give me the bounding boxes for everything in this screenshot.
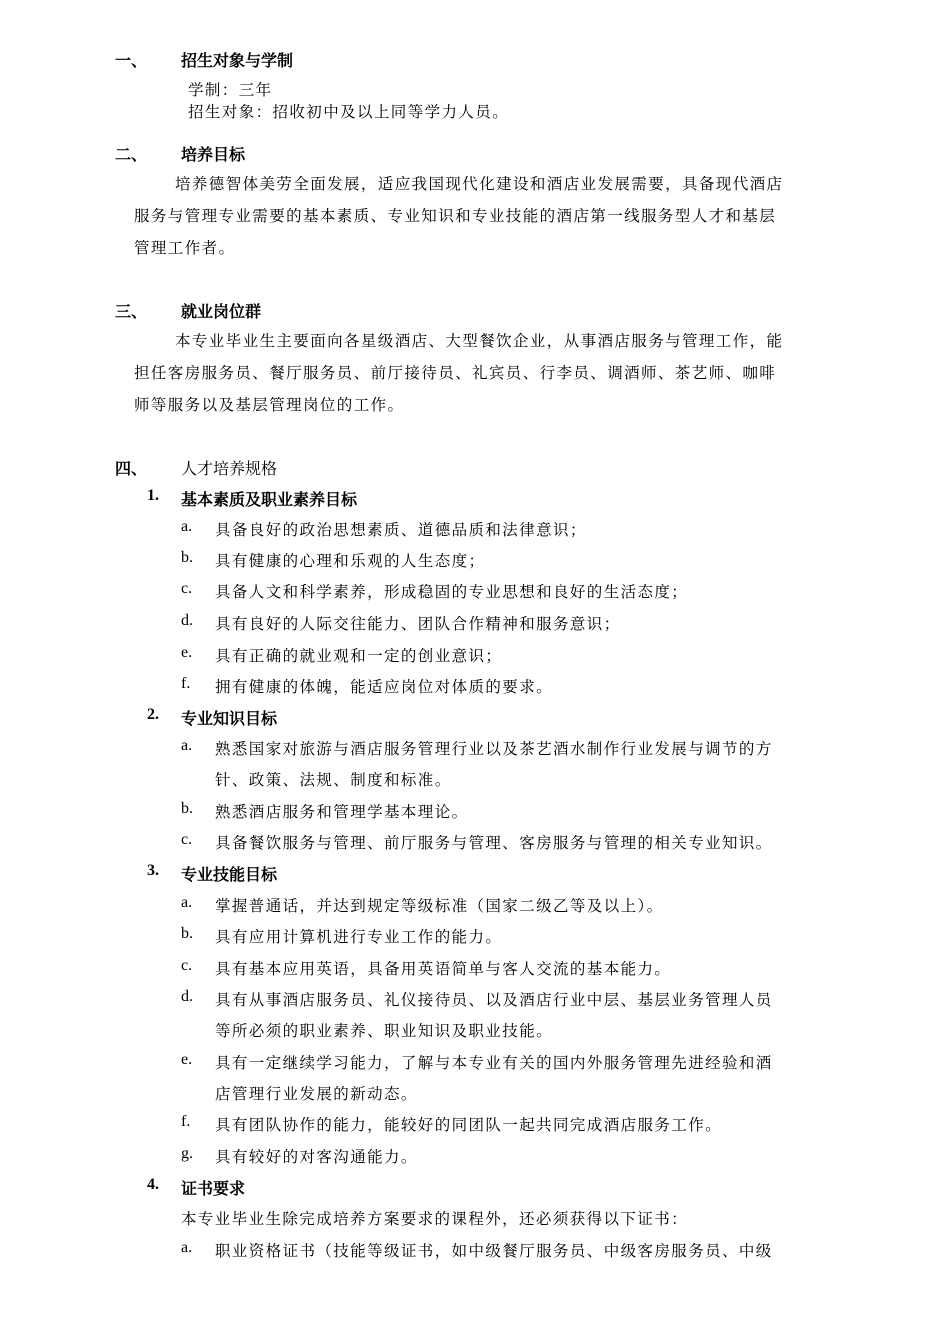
list-item-text: 熟悉国家对旅游与酒店服务管理行业以及茶艺酒水制作行业发展与调节的方 <box>215 740 773 758</box>
list-item-letter: d. <box>181 612 193 629</box>
list-item-text: 具备餐饮服务与管理、前厅服务与管理、客房服务与管理的相关专业知识。 <box>215 834 773 852</box>
list-item-text: 具有较好的对客沟通能力。 <box>215 1148 418 1166</box>
list-item-text: 具备良好的政治思想素质、道德品质和法律意识； <box>215 521 587 539</box>
subsection-4-title: 证书要求 <box>181 1179 246 1198</box>
list-item-letter: b. <box>181 549 193 566</box>
section-2-line-2: 服务与管理专业需要的基本素质、专业知识和专业技能的酒店第一线服务型人才和基层 <box>134 207 777 225</box>
section-3-line-1: 本专业毕业生主要面向各星级酒店、大型餐饮企业，从事酒店服务与管理工作，能 <box>175 332 784 350</box>
section-2-line-3: 管理工作者。 <box>134 239 236 257</box>
section-1-line-1: 学制：三年 <box>188 81 273 99</box>
list-item-letter: b. <box>181 800 193 817</box>
section-3-line-3: 师等服务以及基层管理岗位的工作。 <box>134 396 405 414</box>
list-item-letter: e. <box>181 1051 193 1068</box>
list-item-letter: c. <box>181 957 193 974</box>
list-item-text-continued: 针、政策、法规、制度和标准。 <box>215 771 452 789</box>
subsection-3-number: 3. <box>147 862 159 879</box>
list-item-letter: f. <box>181 1113 191 1130</box>
subsection-4-intro: 本专业毕业生除完成培养方案要求的课程外，还必须获得以下证书： <box>181 1210 689 1228</box>
section-1-title: 招生对象与学制 <box>181 51 294 70</box>
list-item-text: 职业资格证书（技能等级证书，如中级餐厅服务员、中级客房服务员、中级 <box>215 1242 773 1260</box>
list-item-text: 熟悉酒店服务和管理学基本理论。 <box>215 803 469 821</box>
subsection-2-title: 专业知识目标 <box>181 709 278 728</box>
list-item-letter: a. <box>181 737 193 754</box>
list-item-text: 具备人文和科学素养，形成稳固的专业思想和良好的生活态度； <box>215 583 689 601</box>
subsection-3-title: 专业技能目标 <box>181 865 278 884</box>
subsection-2-number: 2. <box>147 706 159 723</box>
section-3-line-2: 担任客房服务员、餐厅服务员、前厅接待员、礼宾员、行李员、调酒师、茶艺师、咖啡 <box>134 364 777 382</box>
list-item-letter: b. <box>181 925 193 942</box>
section-2-line-1: 培养德智体美劳全面发展，适应我国现代化建设和酒店业发展需要，具备现代酒店 <box>175 175 784 193</box>
list-item-letter: a. <box>181 518 193 535</box>
section-1-line-2: 招生对象：招收初中及以上同等学力人员。 <box>188 103 510 121</box>
section-3-number: 三、 <box>115 302 148 321</box>
list-item-letter: c. <box>181 580 193 597</box>
list-item-text: 具有团队协作的能力，能较好的同团队一起共同完成酒店服务工作。 <box>215 1116 723 1134</box>
list-item-text: 具有一定继续学习能力，了解与本专业有关的国内外服务管理先进经验和酒 <box>215 1054 773 1072</box>
list-item-text: 具有基本应用英语，具备用英语简单与客人交流的基本能力。 <box>215 960 672 978</box>
section-4-title: 人才培养规格 <box>181 459 278 478</box>
list-item-letter: f. <box>181 675 191 692</box>
section-4-number: 四、 <box>115 459 148 478</box>
subsection-4-number: 4. <box>147 1176 159 1193</box>
list-item-letter: a. <box>181 1239 193 1256</box>
list-item-text: 具有正确的就业观和一定的创业意识； <box>215 647 503 665</box>
list-item-letter: g. <box>181 1145 193 1162</box>
section-3-title: 就业岗位群 <box>181 302 262 321</box>
list-item-text: 具有应用计算机进行专业工作的能力。 <box>215 928 503 946</box>
subsection-1-title: 基本素质及职业素养目标 <box>181 490 358 509</box>
list-item-letter: e. <box>181 644 193 661</box>
list-item-text-continued: 等所必须的职业素养、职业知识及职业技能。 <box>215 1022 554 1040</box>
list-item-text: 拥有健康的体魄，能适应岗位对体质的要求。 <box>215 678 554 696</box>
list-item-text: 具有健康的心理和乐观的人生态度； <box>215 552 486 570</box>
list-item-letter: a. <box>181 894 193 911</box>
list-item-text: 掌握普通话，并达到规定等级标准（国家二级乙等及以上）。 <box>215 897 664 915</box>
list-item-text: 具有良好的人际交往能力、团队合作精神和服务意识； <box>215 615 621 633</box>
list-item-letter: c. <box>181 831 193 848</box>
section-2-title: 培养目标 <box>181 145 246 164</box>
section-2-number: 二、 <box>115 145 148 164</box>
list-item-letter: d. <box>181 988 193 1005</box>
subsection-1-number: 1. <box>147 487 159 504</box>
list-item-text-continued: 店管理行业发展的新动态。 <box>215 1085 418 1103</box>
section-1-number: 一、 <box>115 51 148 70</box>
list-item-text: 具有从事酒店服务员、礼仪接待员、以及酒店行业中层、基层业务管理人员 <box>215 991 773 1009</box>
